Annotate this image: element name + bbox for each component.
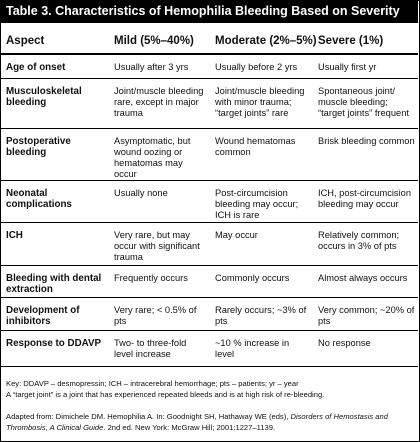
row-aspect: Neonatal complications: [0, 180, 108, 222]
mild-cell: Usually none: [108, 180, 209, 222]
row-aspect: Musculoskeletal bleeding: [0, 78, 108, 128]
column-header-severe: Severe (1%): [318, 35, 384, 47]
abbreviation-key: Key: DDAVP – desmopressin; ICH – intracerebral hemorrhage; pts – patients; yr – year: [6, 379, 299, 388]
table-row: [0, 265, 418, 297]
row-aspect: Bleeding with dental extraction: [0, 265, 108, 297]
severe-cell: Relatively common; occurs in 3% of pts: [312, 222, 418, 265]
table-row: [0, 180, 418, 222]
mild-cell: Very rare; < 0.5% of pts: [108, 297, 209, 330]
moderate-cell: Usually before 2 yrs: [209, 55, 312, 78]
severe-cell: Usually first yr: [312, 55, 418, 78]
column-header-mild: Mild (5%–40%): [114, 35, 194, 47]
column-header-aspect: Aspect: [6, 35, 45, 47]
column-header-moderate: Moderate (2%–5%): [215, 35, 317, 47]
severe-cell: Spontaneous joint/ muscle bleeding; “target joints” frequent: [312, 78, 418, 128]
table-footnotes: [6, 378, 416, 433]
citation-details: . 2nd ed. New York: McGraw Hill; 2001:1227–1139.: [103, 423, 276, 432]
target-joint-note: A “target joint” is a joint that has experienced repeated bleeds and is at high risk of re-bleeding.: [6, 390, 325, 399]
severe-cell: No response: [312, 330, 418, 366]
row-aspect: Development of inhibitors: [0, 297, 108, 330]
moderate-cell: Joint/muscle bleeding with minor trauma; “target joints” rare: [209, 78, 312, 128]
mild-cell: Asymptomatic, but wound oozing or hematomas may occur: [108, 128, 209, 180]
table-row: [0, 330, 418, 366]
row-aspect: Age of onset: [0, 55, 108, 78]
table-row: [0, 222, 418, 265]
moderate-cell: Commonly occurs: [209, 265, 312, 297]
severe-cell: ICH, post-circumcision bleeding may occur: [312, 180, 418, 222]
moderate-cell: Post-circumcision bleeding may occur; ICH is rare: [209, 180, 312, 222]
table-row: [0, 128, 418, 180]
severe-cell: Brisk bleeding common: [312, 128, 418, 180]
severe-cell: Almost always occurs: [312, 265, 418, 297]
mild-cell: Two- to three-fold level increase: [108, 330, 209, 366]
severity-table: [0, 55, 418, 367]
source-citation: [6, 411, 416, 433]
mild-cell: Joint/muscle bleeding rare, except in major trauma: [108, 78, 209, 128]
mild-cell: Very rare, but may occur with significant trauma: [108, 222, 209, 265]
mild-cell: Frequently occurs: [108, 265, 209, 297]
moderate-cell: May occur: [209, 222, 312, 265]
table-row: [0, 78, 418, 128]
mild-cell: Usually after 3 yrs: [108, 55, 209, 78]
severe-cell: Very common; ~20% of pts: [312, 297, 418, 330]
citation-text: Adapted from: Dimichele DM. Hemophilia A. In: Goodnight SH, Hathaway WE (eds),: [6, 412, 291, 421]
row-aspect: Response to DDAVP: [0, 330, 108, 366]
citation-book-title: Disorders of Hemostasis and Thrombosis, A Clinical Guide: [6, 412, 388, 432]
row-aspect: ICH: [0, 222, 108, 265]
moderate-cell: ~10 % increase in level: [209, 330, 312, 366]
table-row: [0, 297, 418, 330]
row-aspect: Postoperative bleeding: [0, 128, 108, 180]
table-title: Table 3. Characteristics of Hemophilia Bleeding Based on Severity: [0, 0, 418, 23]
table-row: [0, 55, 418, 78]
moderate-cell: Wound hematomas common: [209, 128, 312, 180]
moderate-cell: Rarely occurs; ~3% of pts: [209, 297, 312, 330]
